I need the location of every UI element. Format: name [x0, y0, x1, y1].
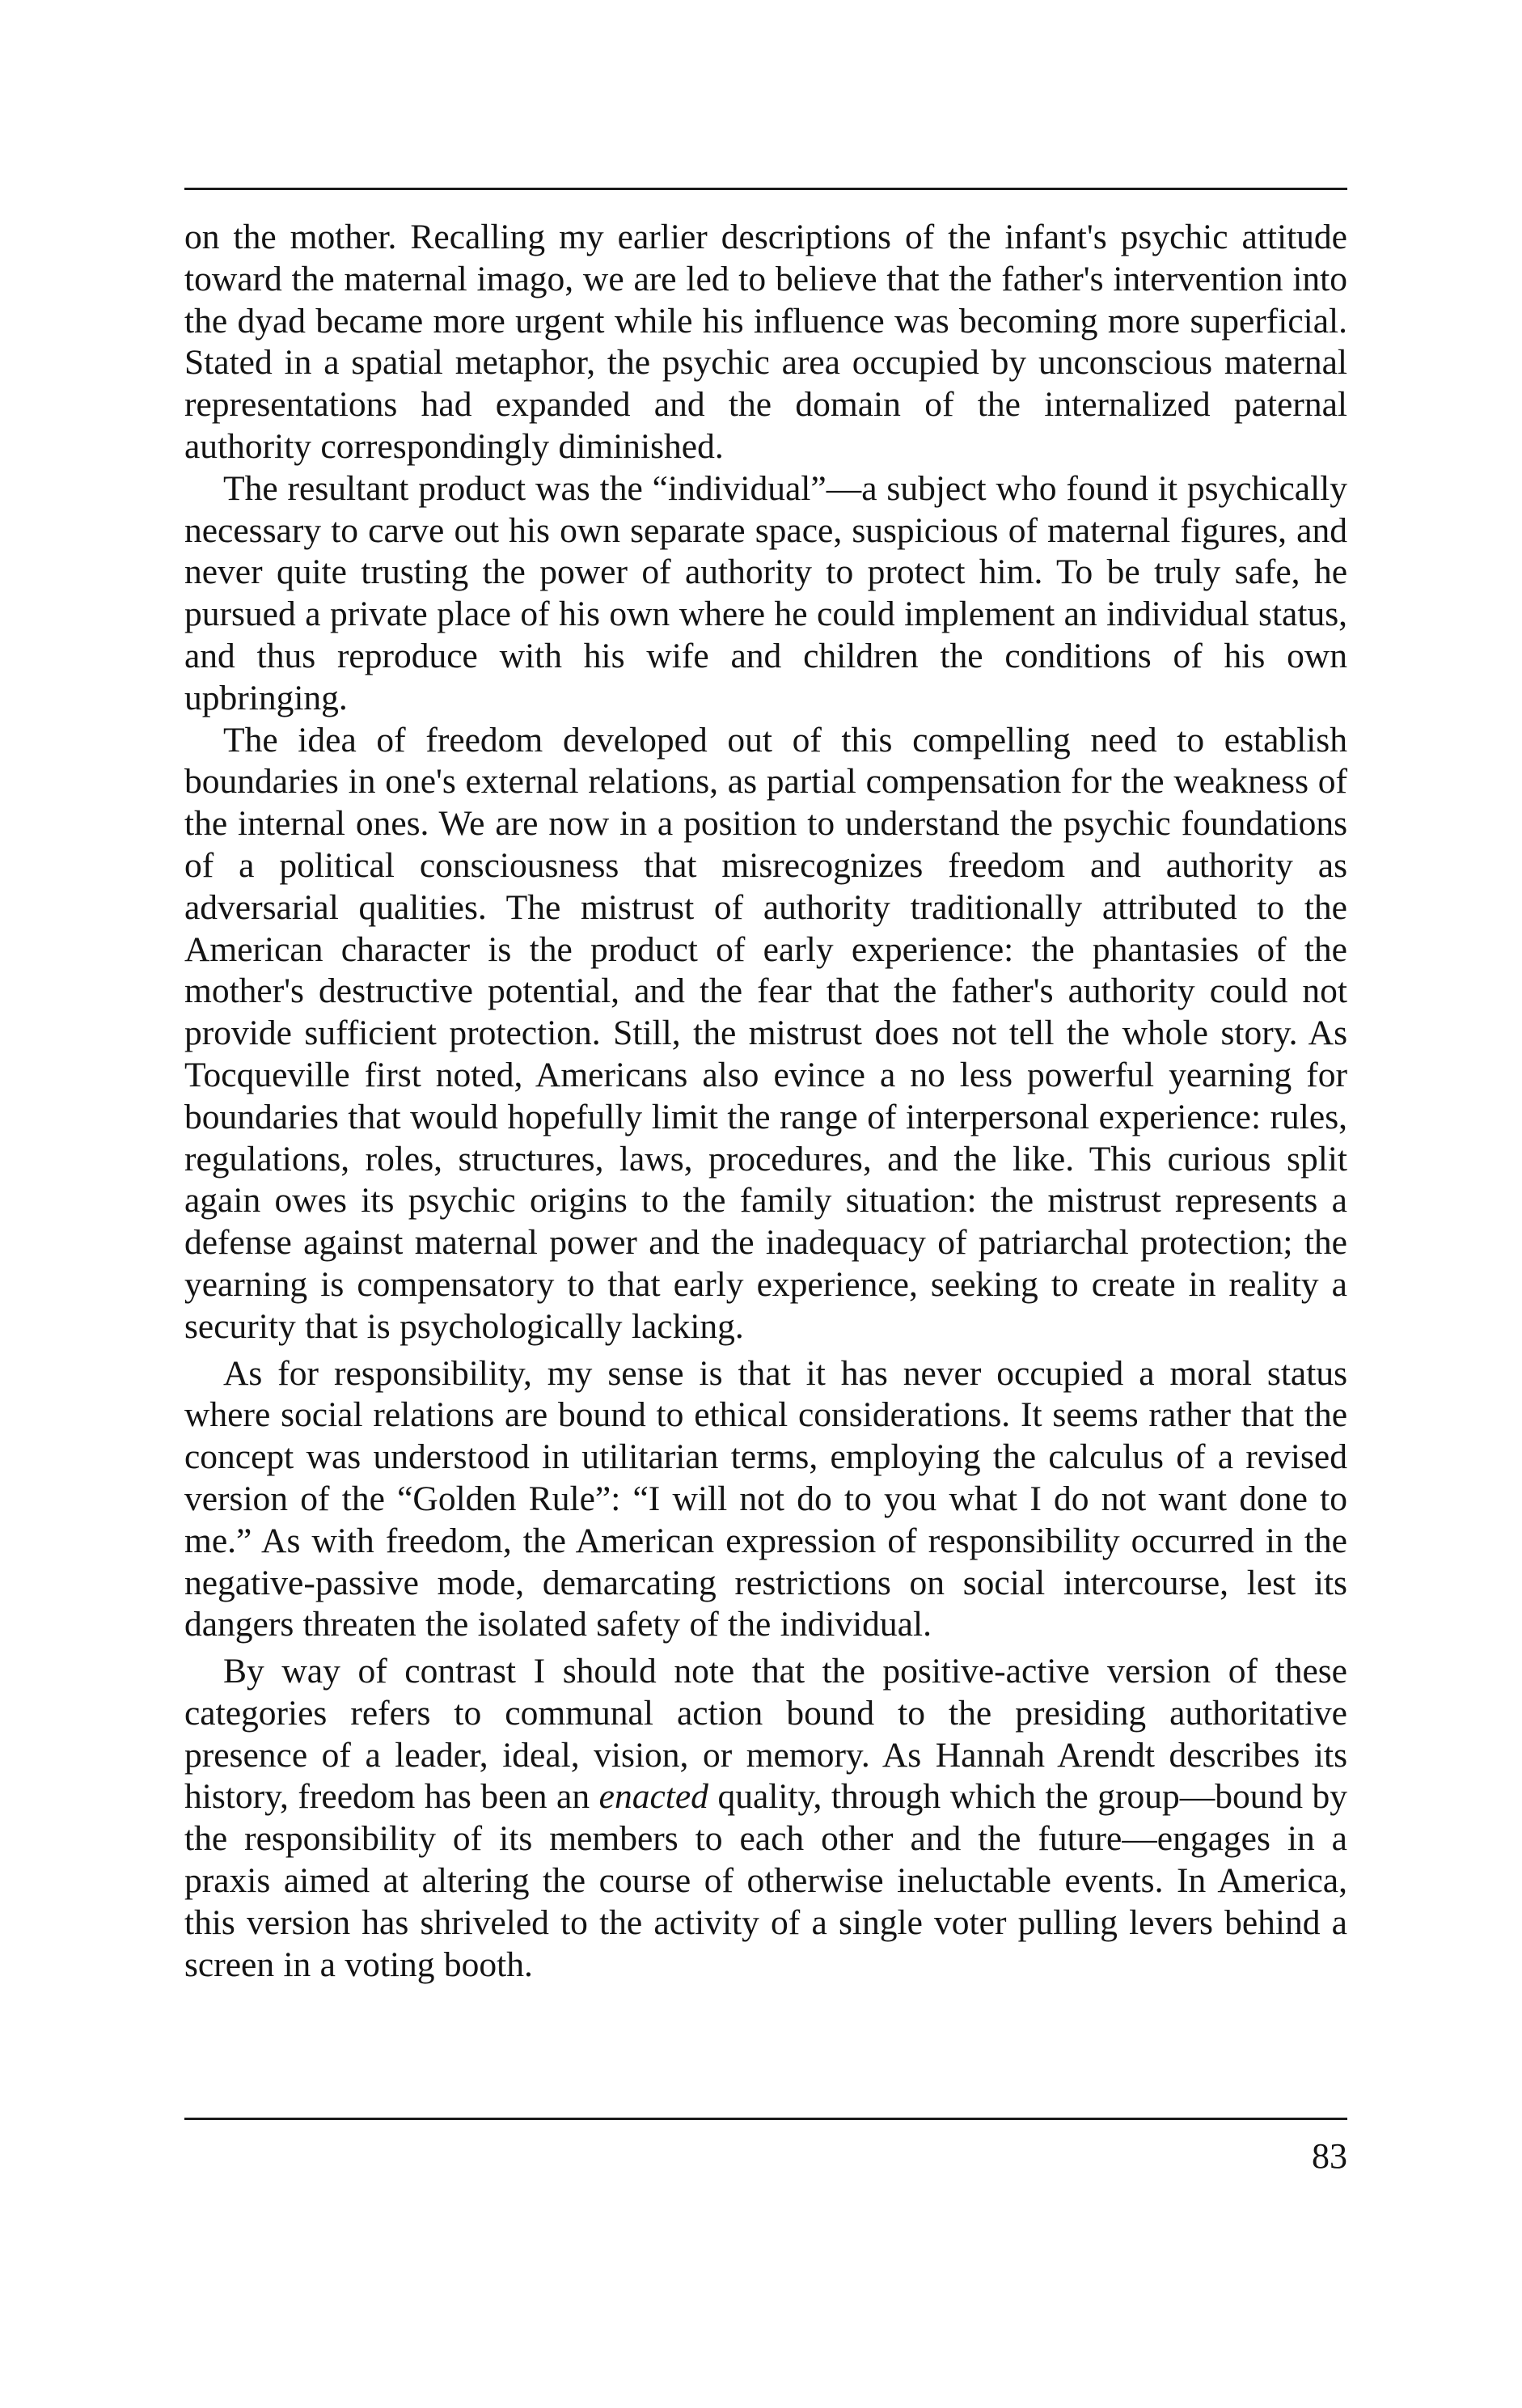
- paragraph-5-text-after: quality, through which the group—bound by the responsibility of its members to each other and the future—engages in a praxis aimed at altering the course of otherwise ineluctable events. In America, this version has shriveled to the activity of a single voter pulling levers behind a screen in a voting booth.: [184, 1777, 1348, 1984]
- paragraph-2: The resultant product was the “individual”—a subject who found it psychically necessary to carve out his own separate space, suspicious of maternal figures, and never quite trusting the power of authority to protect him. To be truly safe, he pursued a private place of his own where he could implement an individual status, and thus reproduce with his wife and children the conditions of his own upbringing.: [184, 468, 1347, 717]
- bottom-rule: [184, 2118, 1347, 2120]
- paragraph-4: As for responsibility, my sense is that it has never occupied a moral status where social relations are bound to ethical considerations. It seems rather that the concept was understood in utilitarian terms, employing the calculus of a revised version of the “Golden Rule”: “I will not do to you what I do not want done to me.” As with freedom, the American expression of responsibility occurred in the negative-passive mode, demarcating restrictions on social intercourse, lest its dangers threaten the isolated safety of the individual.: [184, 1353, 1347, 1644]
- emphasis-enacted: enacted: [598, 1777, 708, 1817]
- paragraph-5: [184, 1651, 1347, 1986]
- paragraph-1: on the mother. Recalling my earlier descriptions of the infant's psychic attitude toward the maternal imago, we are led to believe that the father's intervention into the dyad became more urgent while his influence was becoming more superficial. Stated in a spatial metaphor, the psychic area occupied by unconscious maternal representations had expanded and the domain of the internalized paternal authority correspondingly diminished.: [184, 218, 1347, 466]
- paragraph-5-text-before: By way of contrast I should note that the positive-active version of these categories refers to communal action bound to the presiding authoritative presence of a leader, ideal, vision, or memory. As Hannah Arendt describes its history, freedom has been an: [184, 1652, 1347, 1817]
- paragraph-3: The idea of freedom developed out of this compelling need to establish boundaries in one's external relations, as partial compensation for the weakness of the internal ones. We are now in a position to understand the psychic foundations of a political consciousness that misrecognizes freedom and authority as adversarial qualities. The mistrust of authority traditionally attributed to the American character is the product of early experience: the phantasies of the mother's destructive potential, and the fear that the father's authority could not provide sufficient protection. Still, the mistrust does not tell the whole story. As Tocqueville first noted, Americans also evince a no less powerful yearning for boundaries that would hopefully limit the range of interpersonal experience: rules, regulations, roles, structures, laws, procedures, and the like. This curious split again owes its psychic origins to the family situation: the mistrust represents a defense against maternal power and the inadequacy of patriarchal protection; the yearning is compensatory to that early experience, seeking to create in reality a security that is psychologically lacking.: [184, 720, 1347, 1346]
- body-text: [184, 217, 1347, 1986]
- top-rule: [184, 188, 1347, 190]
- page-number: 83: [1312, 2136, 1347, 2176]
